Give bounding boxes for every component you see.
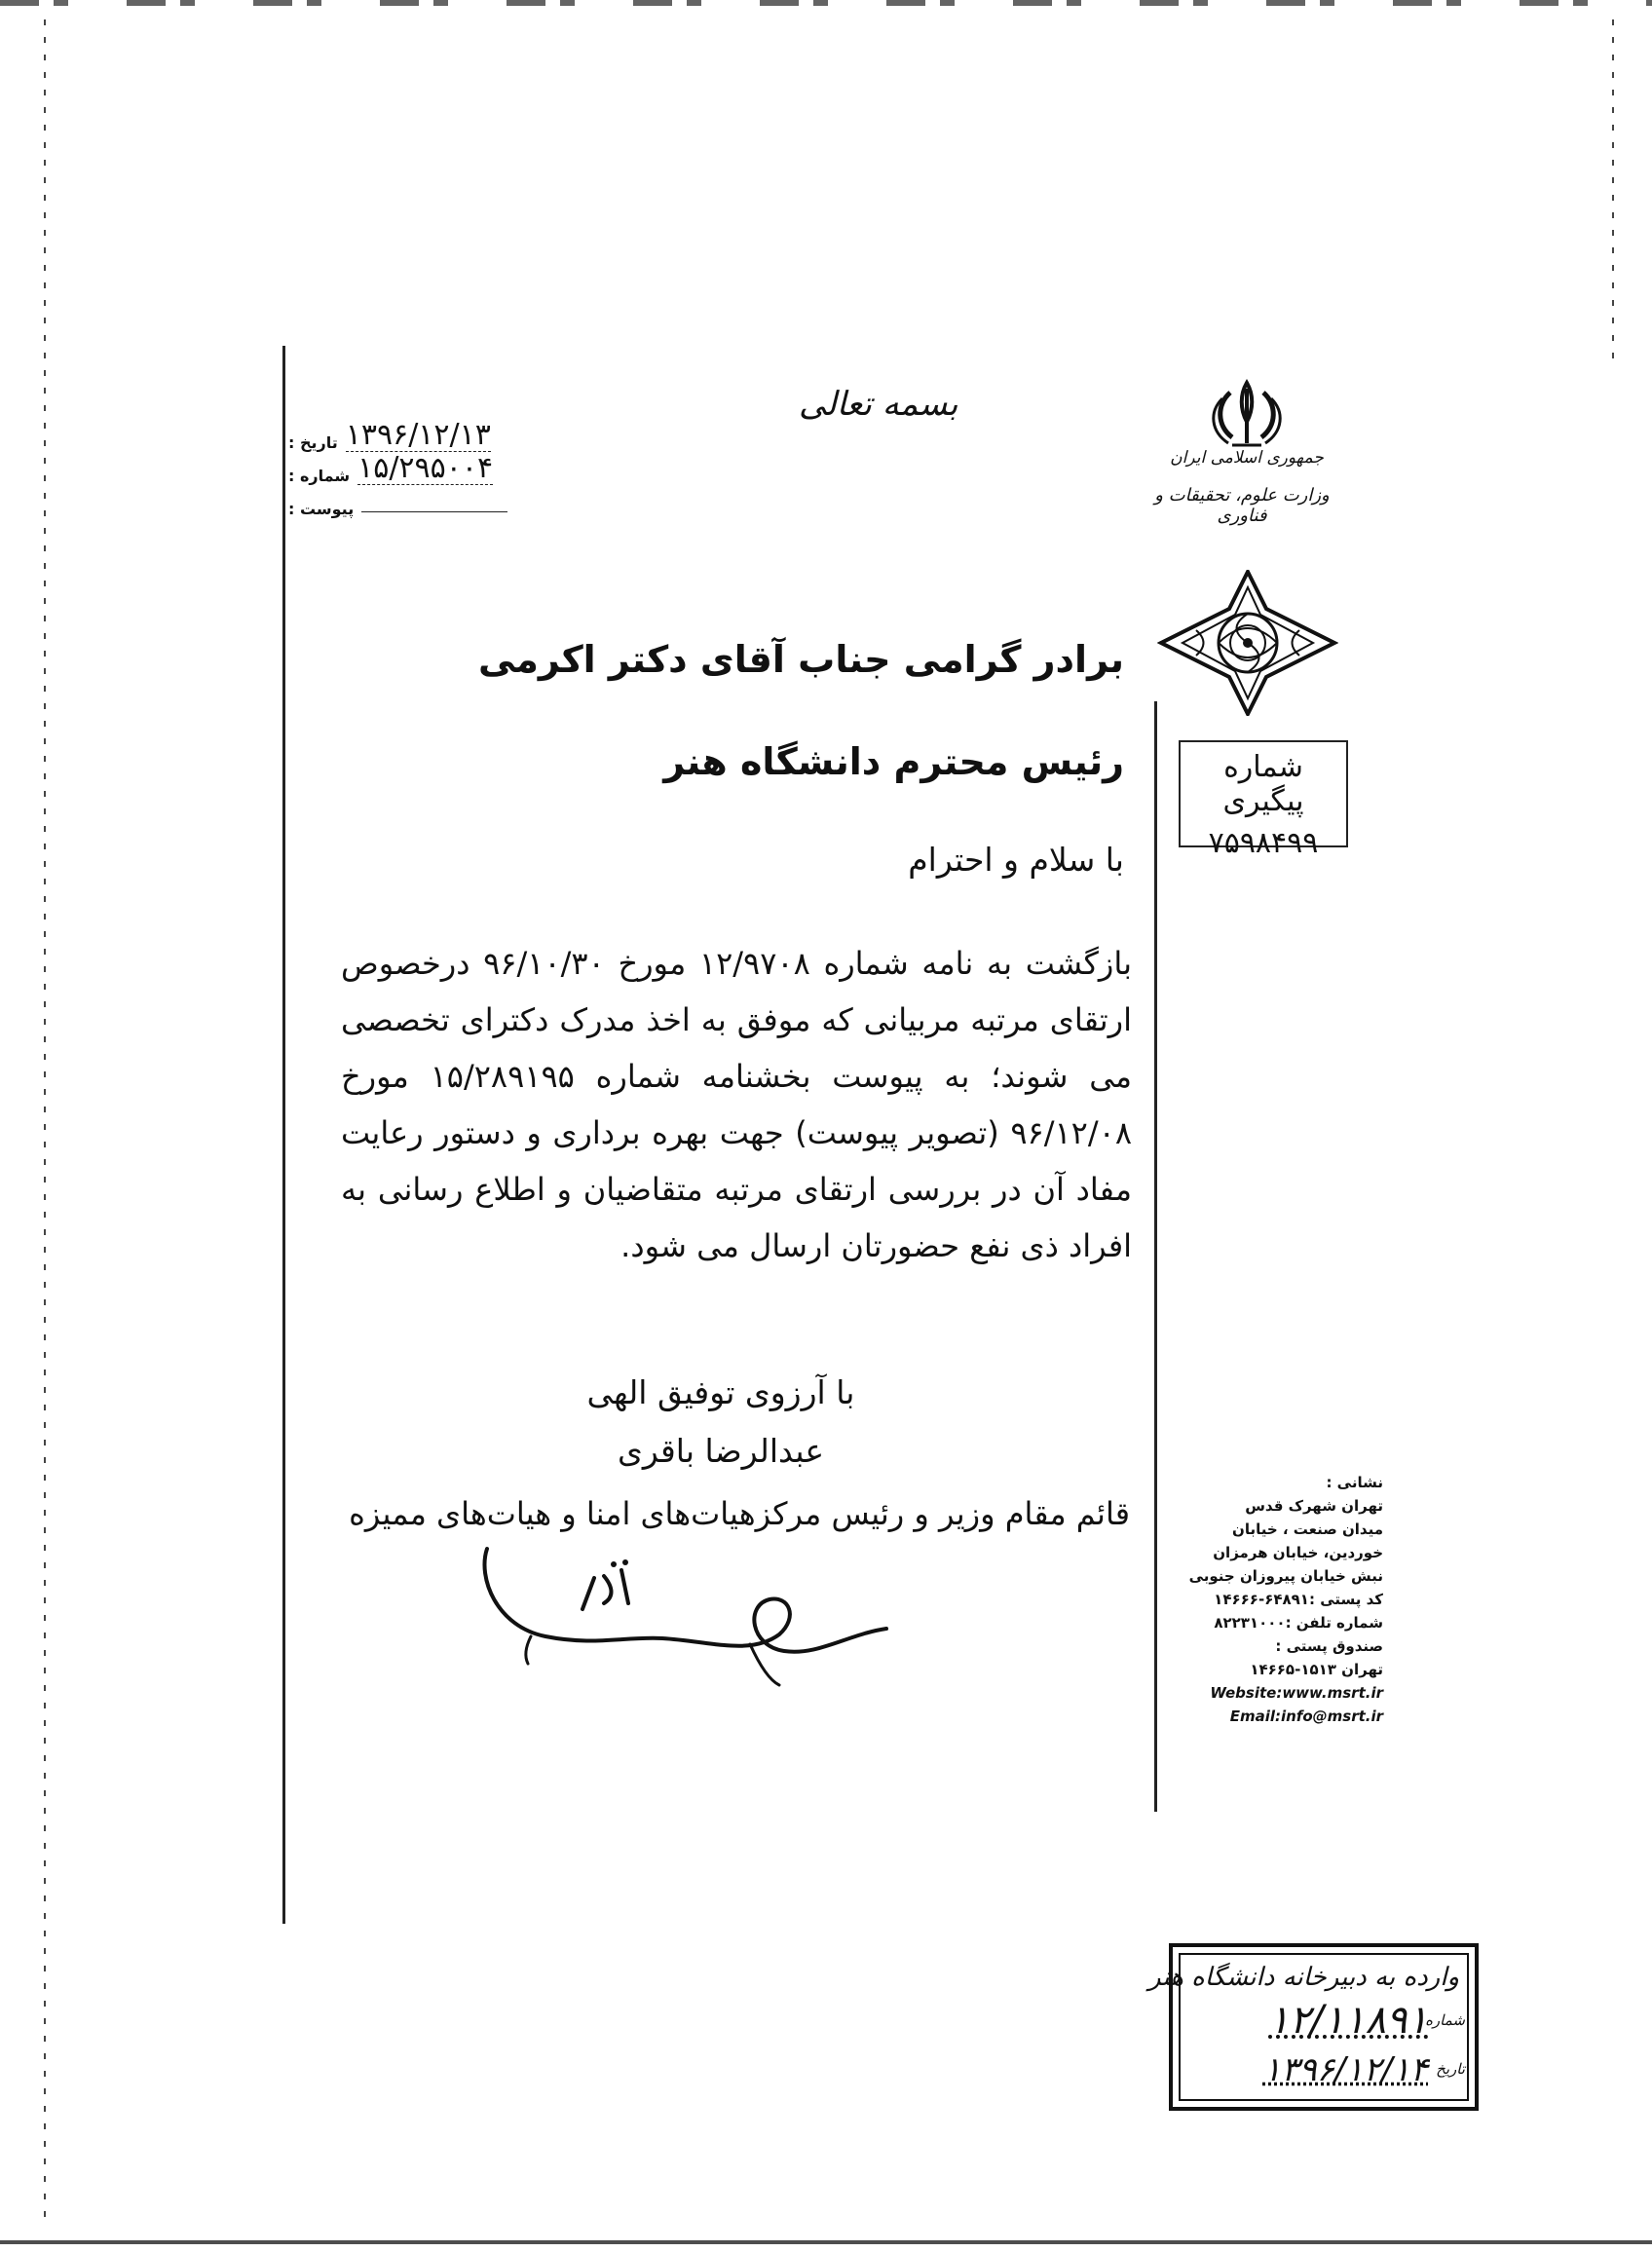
email-link[interactable]: Email:info@msrt.ir — [1229, 1708, 1383, 1725]
letter-body: بازگشت به نامه شماره ۱۲/۹۷۰۸ مورخ ۹۶/۱۰/۳۰ درخصوص ارتقای مرتبه مربیانی که موفق به اخذ مدرک دکترای تخصصی می شوند؛ به پیوست بخشنامه شماره ۱۵/۲۸۹۱۹۵ مورخ ۹۶/۱۲/۰۸ (تصویر پیوست) جهت بهره برداری و دستور رعایت مفاد آن در بررسی ارتقای مرتبه متقاضیان و اطلاع رسانی به افراد ذی نفع حضورتان ارسال می شود. — [341, 945, 1133, 1264]
date-value: ۱۳۹۶/۱۲/۱۳ — [345, 418, 491, 452]
stamp-number-label: شماره — [1425, 2011, 1465, 2029]
number-value: ۱۵/۲۹۵۰۰۴ — [357, 451, 494, 485]
greeting: با سلام و احترام — [908, 841, 1124, 879]
attachment-blank — [361, 511, 507, 512]
attachment-row — [288, 485, 551, 518]
address-line: نبش خیابان پیروزان جنوبی — [1188, 1567, 1383, 1585]
tracking-number-box — [1179, 740, 1348, 860]
ministry-name: وزارت علوم، تحقیقات و فناوری — [1154, 485, 1330, 526]
date-row — [288, 419, 551, 452]
signer-title: قائم مقام وزیر و رئیس مرکزهیات‌های امنا و هیات‌های ممیزه — [349, 1495, 1130, 1532]
letter-meta — [288, 419, 551, 518]
tracking-label: شماره پیگیری — [1222, 750, 1304, 818]
scan-edge-top — [0, 0, 1652, 6]
bism-heading: بسمه تعالی — [799, 385, 958, 424]
stamp-title: وارده به دبیرخانه دانشگاه هنر — [1148, 1963, 1459, 1992]
tracking-number: ۷۵۹۸۴۹۹ — [1208, 826, 1319, 860]
date-label: تاریخ : — [288, 433, 338, 452]
received-stamp — [1148, 1943, 1479, 2111]
address-line: نشانی : — [1326, 1474, 1383, 1491]
number-row — [288, 452, 551, 485]
address-line: کد پستی :۶۴۸۹۱-۱۴۶۶۶ — [1214, 1591, 1383, 1608]
scan-edge-bottom — [0, 2240, 1652, 2244]
signer-name: عبدالرضا باقری — [617, 1432, 825, 1470]
website-link[interactable]: Website:www.msrt.ir — [1210, 1684, 1383, 1702]
stamp-date-label: تاریخ — [1436, 2060, 1465, 2078]
stamp-inner — [1148, 1953, 1469, 2101]
recipient-position: رئیس محترم دانشگاه هنر — [663, 740, 1124, 783]
address-line: تهران ۱۵۱۳-۱۴۶۶۵ — [1250, 1661, 1383, 1678]
salutation: برادر گرامی جناب آقای دکتر اکرمی — [477, 638, 1124, 681]
number-label: شماره : — [288, 467, 351, 485]
gov-name: جمهوری اسلامی ایران — [1170, 448, 1324, 468]
ornament-icon — [1157, 570, 1338, 716]
address-line: میدان صنعت ، خیابان — [1232, 1520, 1383, 1538]
scan-edge-left — [44, 19, 46, 2221]
scan-edge-right — [1612, 19, 1614, 370]
iran-emblem-icon — [1203, 375, 1291, 453]
address-line: شماره تلفن :۸۲۲۳۱۰۰۰ — [1214, 1614, 1383, 1632]
stamp-date: ۱۳۹۶/۱۲/۱۴ — [1262, 2050, 1428, 2089]
stamp-number: ۱۲/۱۱۸۹۱ — [1268, 1998, 1428, 2043]
address-line: خوردین، خیابان هرمزان — [1213, 1544, 1383, 1561]
right-frame-line — [1154, 701, 1157, 1812]
address-line: تهران شهرک قدس — [1245, 1497, 1383, 1515]
ministry-address — [1164, 1471, 1383, 1728]
address-line: صندوق پستی : — [1275, 1637, 1383, 1655]
attachment-label: پیوست : — [288, 500, 355, 518]
handwritten-signature — [458, 1520, 916, 1695]
closing: با آرزوی توفیق الهی — [586, 1373, 855, 1411]
left-frame-line — [282, 346, 285, 1924]
